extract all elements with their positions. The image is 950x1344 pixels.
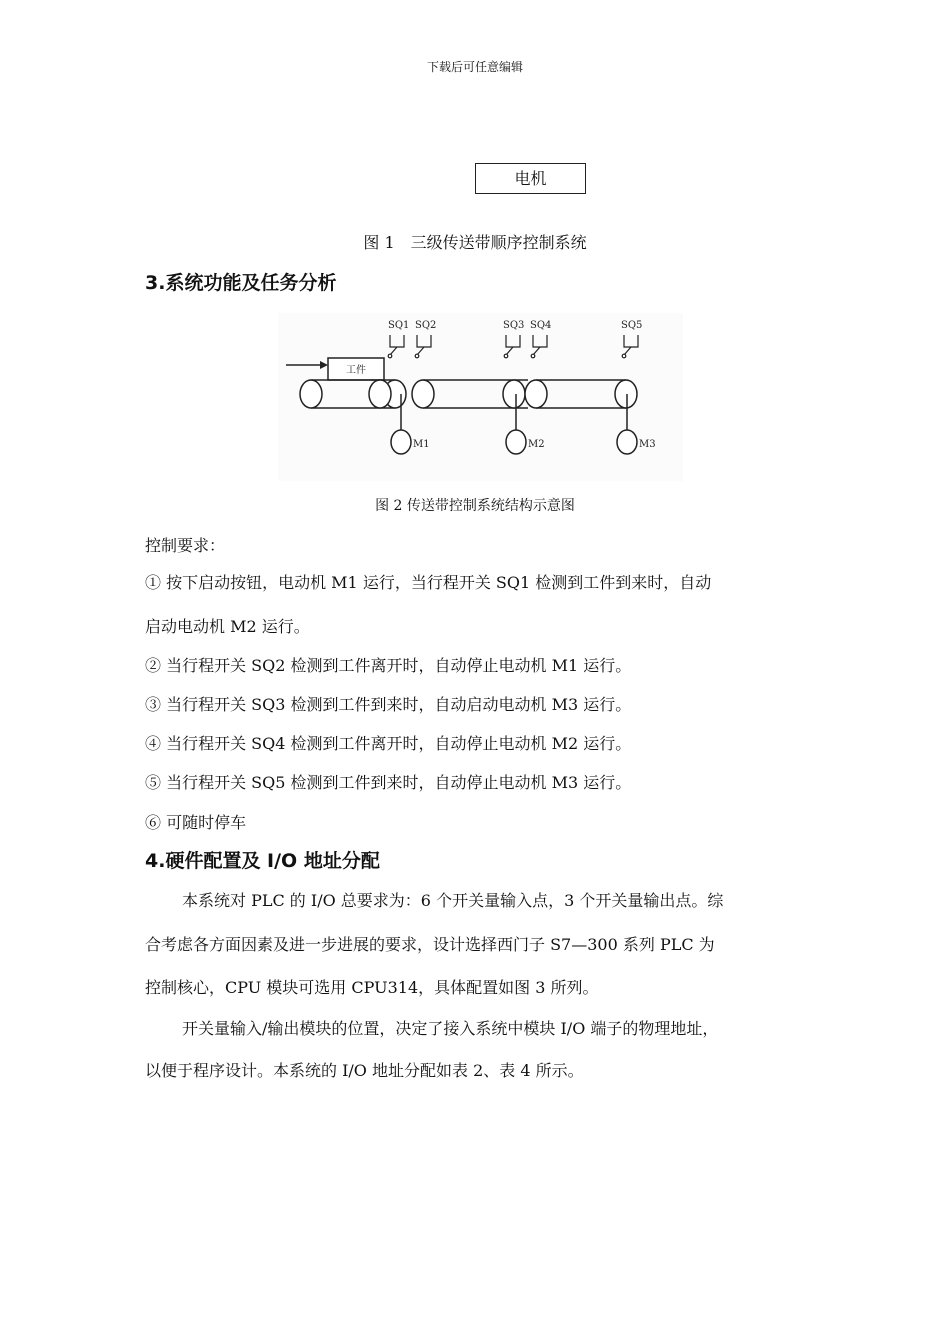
sensor-label-sq5: SQ5 [621,320,643,331]
control-item-2: ② 当行程开关 SQ2 检测到工件离开时，自动停止电动机 M1 运行。 [145,656,632,675]
sensor-label-sq1: SQ1 [388,320,410,331]
sensor-label-sq4: SQ4 [530,320,552,331]
section4-title: 4.硬件配置及 I/O 地址分配 [145,850,380,872]
motor-label-m3: M3 [639,439,656,450]
para1-line-2: 合考虑各方面因素及进一步进展的要求，设计选择西门子 S7—300 系列 PLC 为 [145,935,715,954]
motor-box: 电机 [475,163,586,194]
figure1-caption: 图 1 三级传送带顺序控制系统 [363,233,587,252]
sensor-label-sq2: SQ2 [415,320,437,331]
control-intro: 控制要求： [145,536,226,555]
conveyor-diagram [278,313,683,481]
page-header: 下载后可任意编辑 [426,60,523,74]
workpiece-label: 工件 [346,365,366,376]
control-item-5: ⑤ 当行程开关 SQ5 检测到工件到来时，自动停止电动机 M3 运行。 [145,773,632,792]
para2-line-1: 开关量输入/输出模块的位置，决定了接入系统中模块 I/O 端子的物理地址， [182,1019,719,1038]
figure2-caption: 图 2 传送带控制系统结构示意图 [375,498,575,514]
para1-line-1: 本系统对 PLC 的 I/O 总要求为：6 个开关量输入点，3 个开关量输出点。综 [182,891,724,910]
section3-title: 3.系统功能及任务分析 [145,272,337,294]
motor-label-m2: M2 [528,439,545,450]
control-item-6: ⑥ 可随时停车 [145,813,247,832]
control-item-4: ④ 当行程开关 SQ4 检测到工件离开时，自动停止电动机 M2 运行。 [145,734,632,753]
control-item-1-cont: 启动电动机 M2 运行。 [145,617,310,636]
motor-label-m1: M1 [413,439,430,450]
control-item-1: ① 按下启动按钮，电动机 M1 运行，当行程开关 SQ1 检测到工件到来时，自动 [145,573,712,592]
para1-line-3: 控制核心，CPU 模块可选用 CPU314，具体配置如图 3 所列。 [145,978,599,997]
control-item-3: ③ 当行程开关 SQ3 检测到工件到来时，自动启动电动机 M3 运行。 [145,695,632,714]
sensor-label-sq3: SQ3 [503,320,525,331]
para2-line-2: 以便于程序设计。本系统的 I/O 地址分配如表 2、表 4 所示。 [145,1061,584,1080]
